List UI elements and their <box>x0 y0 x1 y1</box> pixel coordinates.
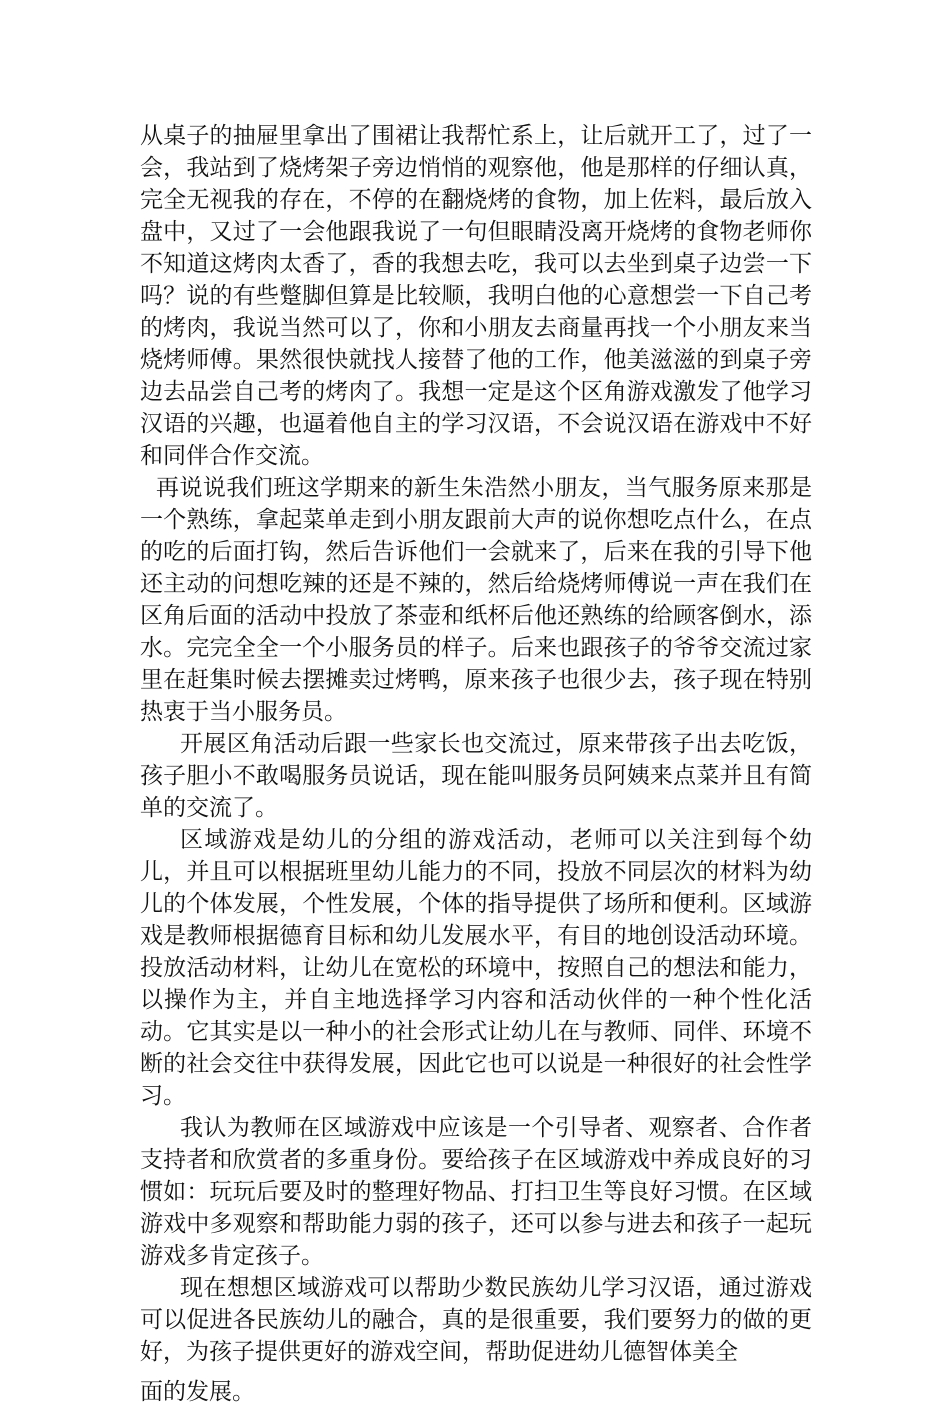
document-page <box>140 120 812 1408</box>
paragraph-6-continuation: 面的发展。 <box>140 1379 255 1405</box>
paragraph-2: 再说说我们班这学期来的新生朱浩然小朋友，当气服务原来那是一个熟练，拿起菜单走到小朋友跟前大声的说你想吃点什么，在点的吃的后面打钩，然后告诉他们一会就来了，后来在我的引导下他还主动的问想吃辣的还是不辣的，然后给烧烤师傅说一声在我们在区角后面的活动中投放了茶壶和纸杯后他还熟练的给顾客倒水，添水。完完全全一个小服务员的样子。后来也跟孩子的爷爷交流过家里在赶集时候去摆摊卖过烤鸭，原来孩子也很少去，孩子现在特别热衷于当小服务员。 <box>140 475 812 725</box>
paragraph-3: 开展区角活动后跟一些家长也交流过，原来带孩子出去吃饭，孩子胆小不敢喝服务员说话，现在能叫服务员阿姨来点菜并且有简单的交流了。 <box>140 731 812 821</box>
paragraph-6: 现在想想区域游戏可以帮助少数民族幼儿学习汉语，通过游戏可以促进各民族幼儿的融合，真的是很重要，我们要努力的做的更好，为孩子提供更好的游戏空间，帮助促进幼儿德智体美全 <box>140 1275 812 1365</box>
paragraph-4: 区域游戏是幼儿的分组的游戏活动，老师可以关注到每个幼儿，并且可以根据班里幼儿能力的不同，投放不同层次的材料为幼儿的个体发展，个性发展，个体的指导提供了场所和便利。区域游戏是教师根据德育目标和幼儿发展水平，有目的地创设活动环境。投放活动材料，让幼儿在宽松的环境中，按照自己的想法和能力，以操作为主，并自主地选择学习内容和活动伙伴的一种个性化活动。它其实是以一种小的社会形式让幼儿在与教师、同伴、环境不断的社会交往中获得发展，因此它也可以说是一种很好的社会性学习。 <box>140 827 812 1109</box>
paragraph-1: 从桌子的抽屉里拿出了围裙让我帮忙系上，让后就开工了，过了一会，我站到了烧烤架子旁边悄悄的观察他，他是那样的仔细认真，完全无视我的存在，不停的在翻烧烤的食物，加上佐料，最后放入盘中，又过了一会他跟我说了一句但眼睛没离开烧烤的食物老师你不知道这烤肉太香了，香的我想去吃，我可以去坐到桌子边尝一下吗？说的有些蹩脚但算是比较顺，我明白他的心意想尝一下自己考的烤肉，我说当然可以了，你和小朋友去商量再找一个小朋友来当烧烤师傅。果然很快就找人接替了他的工作，他美滋滋的到桌子旁边去品尝自己考的烤肉了。我想一定是这个区角游戏激发了他学习汉语的兴趣，也逼着他自主的学习汉语，不会说汉语在游戏中不好和同伴合作交流。 <box>140 123 812 469</box>
paragraph-5: 我认为教师在区域游戏中应该是一个引导者、观察者、合作者支持者和欣赏者的多重身份。要给孩子在区域游戏中养成良好的习惯如：玩玩后要及时的整理好物品、打扫卫生等良好习惯。在区域游戏中多观察和帮助能力弱的孩子，还可以参与进去和孩子一起玩游戏多肯定孩子。 <box>140 1115 812 1269</box>
